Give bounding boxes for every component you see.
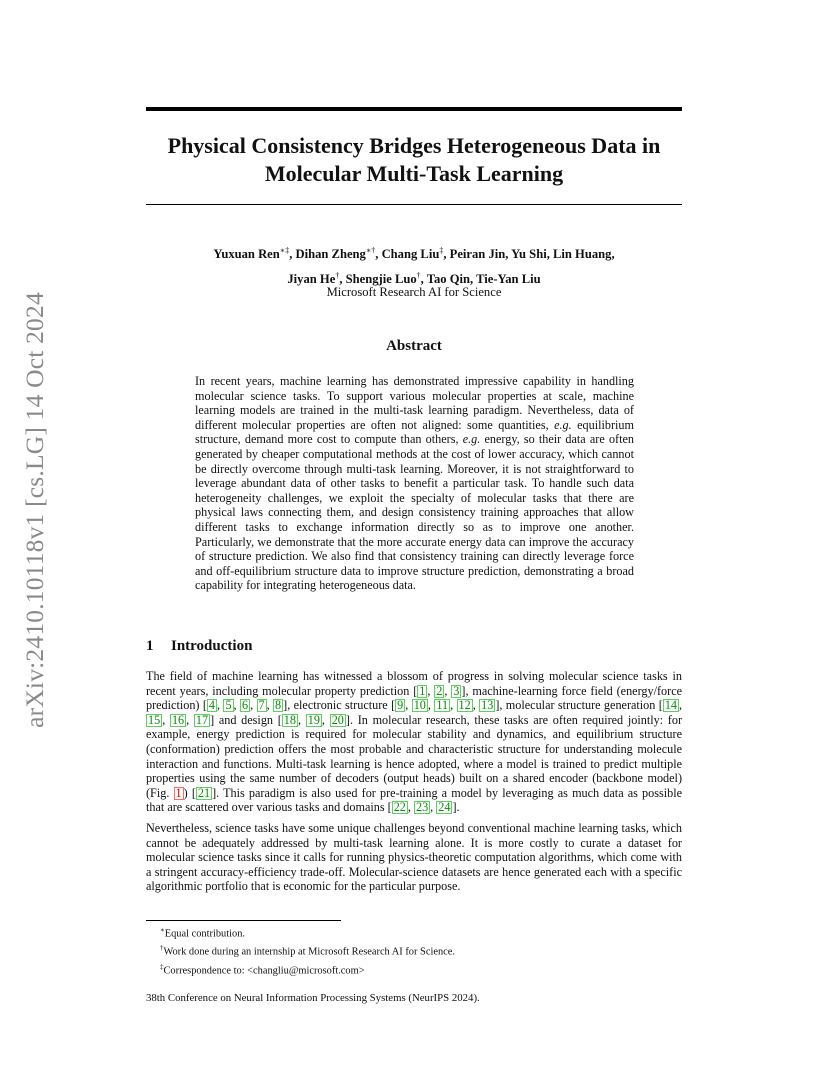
citation-link[interactable]: 10 <box>413 698 426 713</box>
citation-link[interactable]: 6 <box>241 698 249 713</box>
citation-link[interactable]: 15 <box>148 712 161 727</box>
author-list: Yuxuan Ren∗‡, Dihan Zheng∗†, Chang Liu‡, Peiran Jin, Yu Shi, Lin Huang, Jiyan He†, Shengjie Luo†, Tao Qin, Tie-Yan Liu <box>213 246 615 287</box>
author: Jiyan He† <box>287 271 340 287</box>
arxiv-stamp-text: arXiv:2410.10118v1 [cs.LG] 14 Oct 2024 <box>20 292 49 728</box>
citation-link[interactable]: 14 <box>664 698 678 713</box>
author: Chang Liu‡ <box>381 246 444 262</box>
title-rule-bottom <box>146 204 682 205</box>
author: Tao Qin <box>426 272 471 287</box>
citation-link[interactable]: 22 <box>393 800 406 815</box>
citation-link[interactable]: 11 <box>436 698 449 713</box>
citation-link[interactable]: 5 <box>225 698 232 713</box>
paper-title <box>140 132 688 188</box>
citation-link[interactable]: 2 <box>436 683 443 698</box>
author-footnote-mark[interactable]: † <box>335 271 340 281</box>
footnote: ‡Correspondence to: <changliu@microsoft.com> <box>160 962 365 977</box>
citation-group: [ 4 , 5 , 6 , 7 , 8 ] <box>202 698 288 713</box>
citation-group: [ 21 ] <box>191 785 217 800</box>
author-footnote-mark[interactable]: ∗† <box>365 246 376 255</box>
footnotes <box>160 923 682 978</box>
footnote-rule <box>146 920 341 921</box>
citation-group: [ 18 , 19 , 20 ] <box>277 712 350 727</box>
author: Shengjie Luo† <box>345 271 421 287</box>
author-footnote-mark[interactable]: ∗‡ <box>279 246 290 255</box>
citation-link[interactable]: 3 <box>453 683 460 698</box>
author-footnote-mark[interactable]: † <box>416 271 421 281</box>
citation-group: [ 9 , 10 , 11 , 12 , 13 ] <box>391 698 500 713</box>
citation-link[interactable]: 4 <box>208 698 216 713</box>
citation-group: [ 22 , 23 , 24 ] <box>387 800 457 815</box>
citation-group: [ 14 , 15 , 16 , 17 ] <box>148 698 683 727</box>
citation-link[interactable]: 8 <box>275 698 282 713</box>
citation-link[interactable]: 13 <box>481 698 494 713</box>
title-line-1: Physical Consistency Bridges Heterogeneous Data in <box>167 133 661 158</box>
author-footnote-mark[interactable]: ‡ <box>439 246 444 255</box>
intro-paragraph-1: The field of machine learning has witnessed a blossom of progress in solving molecular science tasks in recent years, including molecular property prediction [ 1 , 2 , 3 ], machine-learning force field (energy/force prediction) [ 4 , 5 , 6 , 7 , 8 ], electronic structure [ 9 , 10 , 11 , 12 , 13 ], molecular structure generation [ 14 , 15 , 16 , 17 ] and design [ 18 , 19 , 20 ]. In molecular research, these tasks are often required jointly: for example, energy prediction is required for molecular stability and dynamics, and equilibrium structure (conformation) prediction offers the most probable and characteristic structure for understanding molecule interaction and functions. Multi-task learning is hence adopted, where a model is trained to predict multiple properties using the same number of decoders (output heads) built on a shared encoder (backbone model) (Fig. 1 ) [ 21 ]. This paradigm is also used for pre-training a model by leveraging as much data as possible that are scattered over various tasks and domains [ 22 , 23 , 24 ]. <box>146 669 683 815</box>
citation-link[interactable]: 24 <box>438 800 451 815</box>
title-line-2: Molecular Multi-Task Learning <box>264 161 564 186</box>
arxiv-stamp[interactable] <box>18 290 52 730</box>
citation-link[interactable]: 17 <box>195 712 209 727</box>
citation-link[interactable]: 18 <box>283 712 296 727</box>
venue-footer: 38th Conference on Neural Information Processing Systems (NeurIPS 2024). <box>146 992 480 1004</box>
citation-link[interactable]: 21 <box>197 785 211 800</box>
author: Tie-Yan Liu <box>476 272 541 287</box>
section-number: 1 <box>146 638 154 654</box>
author: Yuxuan Ren∗‡ <box>213 246 290 262</box>
author: Yu Shi <box>511 247 547 262</box>
citation-link[interactable]: 12 <box>458 698 471 713</box>
figure-link[interactable]: 1 <box>175 785 182 800</box>
author: Dihan Zheng∗† <box>295 246 376 262</box>
citation-link[interactable]: 1 <box>419 683 426 698</box>
section-heading-introduction <box>146 638 252 655</box>
citation-link[interactable]: 23 <box>415 800 429 815</box>
citation-link[interactable]: 19 <box>307 712 320 727</box>
intro-paragraph-2: Nevertheless, science tasks have some unique challenges beyond conventional machine learning tasks, which cannot be adequately addressed by multi-task learning alone. It is more costly to curate a dataset for molecular science tasks since it calls for running physics-theoretic computation algorithms, which come with a stringent accuracy-efficiency trade-off. Molecular-science datasets are hence generated each with a specific algorithmic portfolio that is economic for the particular purpose. <box>146 820 682 894</box>
author: Peiran Jin <box>449 247 506 262</box>
introduction-body <box>146 669 682 900</box>
abstract-heading: Abstract <box>386 338 442 354</box>
footnote: ∗Equal contribution. <box>160 926 245 940</box>
title-rule-top <box>146 107 682 111</box>
footnote: †Work done during an internship at Microsoft Research AI for Science. <box>160 944 455 958</box>
citation-link[interactable]: 7 <box>258 698 265 713</box>
section-title: Introduction <box>171 638 253 654</box>
citation-link[interactable]: 9 <box>397 698 404 713</box>
author: Lin Huang <box>553 247 612 262</box>
affiliation: Microsoft Research AI for Science <box>326 285 502 299</box>
abstract-body: In recent years, machine learning has demonstrated impressive capability in handling molecular science tasks. To support various molecular properties at scale, machine learning models are trained in the multi-task learning paradigm. Nevertheless, data of different molecular properties are often not aligned: some quantities, e.g. equilibrium structure, demand more cost to compute than others, e.g. energy, so their data are often generated by cheaper computational methods at the cost of lower accuracy, which cannot be directly overcome through multi-task learning. Moreover, it is not straightforward to leverage abundant data of other tasks to benefit a particular task. To handle such data heterogeneity challenges, we exploit the specialty of molecular tasks that there are physical laws connecting them, and design consistency training approaches that allow different tasks to exchange information directly so as to improve one another. Particularly, we demonstrate that the more accurate energy data can improve the accuracy of structure prediction. We also find that consistency training can directly leverage force and off-equilibrium structure data to improve structure prediction, demonstrating a broad capability for integrating heterogeneous data. <box>195 374 634 593</box>
citation-link[interactable]: 16 <box>171 712 185 727</box>
citation-link[interactable]: 20 <box>331 712 344 727</box>
citation-group: [ 1 , 2 , 3 ] <box>413 683 466 698</box>
